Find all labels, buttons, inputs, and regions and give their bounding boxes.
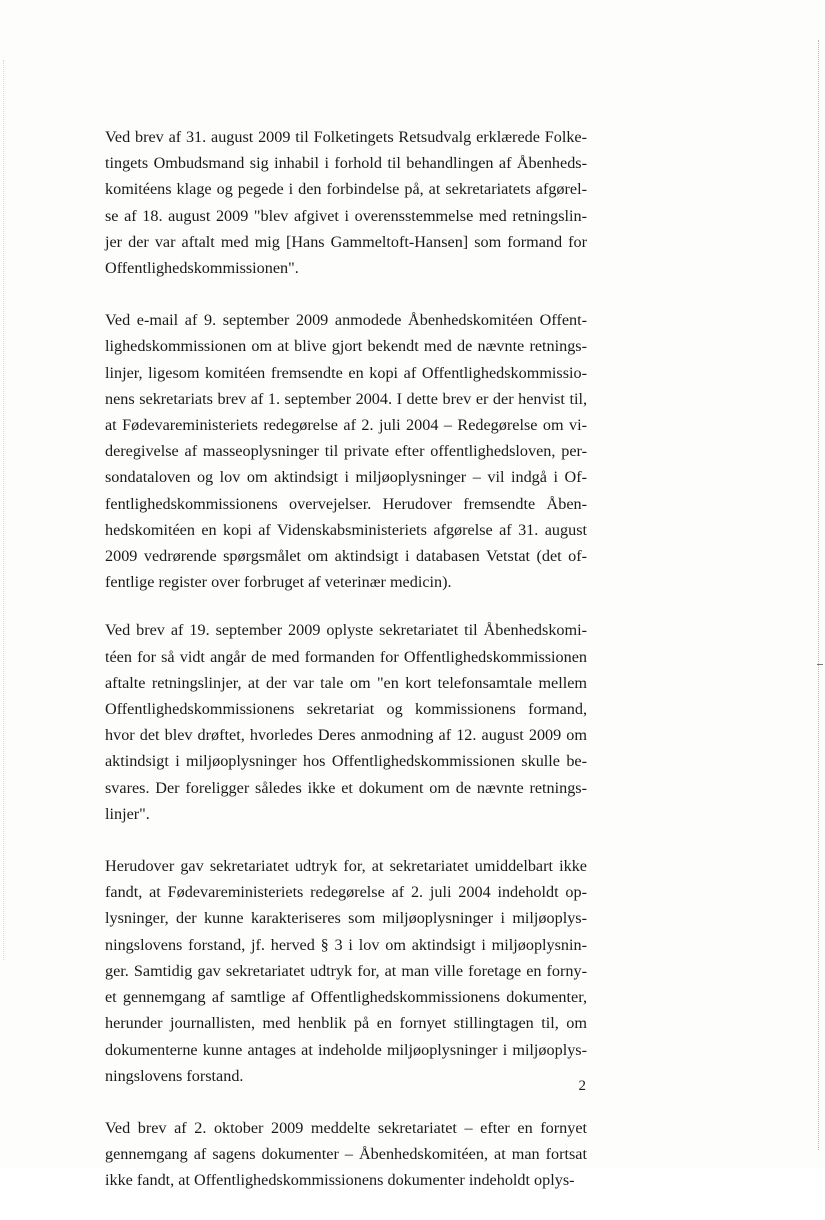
paragraph <box>105 124 587 281</box>
text-line: tingets Ombudsmand sig inhabil i forhold til behandlingen af Åbenheds- <box>105 154 587 173</box>
paragraph <box>105 617 587 827</box>
scan-edge-left <box>3 60 5 960</box>
text-line: hvor det blev drøftet, hvorledes Deres anmodning af 12. august 2009 om <box>105 726 587 745</box>
text-line: fandt, at Fødevareministeriets redegørelse af 2. juli 2004 indeholdt op- <box>105 883 587 902</box>
text-line: komitéens klage og pegede i den forbindelse på, at sekretariatets afgørel- <box>105 180 587 199</box>
paragraph <box>105 1115 587 1194</box>
text-line: linjer, ligesom komitéen fremsendte en kopi af Offentlighedskommissio- <box>105 363 587 382</box>
text-line: nens sekretariats brev af 1. september 2004. I dette brev er der henvist til, <box>105 389 587 408</box>
text-line: jer der var aftalt med mig [Hans Gammeltoft-Hansen] som formand for <box>105 232 587 251</box>
text-line: Ved brev af 19. september 2009 oplyste sekretariatet til Åbenhedskomi- <box>105 621 587 640</box>
text-line: dokumenterne kunne antages at indeholde miljøoplysninger i miljøoplys- <box>105 1040 587 1059</box>
scan-mark <box>817 664 823 665</box>
scan-edge-right <box>817 40 819 1150</box>
text-line: aftalte retningslinjer, at der var tale om "en kort telefonsamtale mellem <box>105 673 587 692</box>
text-line: gennemgang af sagens dokumenter – Åbenhedskomitéen, at man fortsat <box>105 1145 587 1164</box>
paragraph <box>105 307 587 595</box>
text-line: se af 18. august 2009 "blev afgivet i overensstemmelse med retningslin- <box>105 206 587 225</box>
text-line: lighedskommissionen om at blive gjort bekendt med de nævnte retnings- <box>105 337 587 356</box>
document-body <box>105 124 587 1220</box>
text-line: Herudover gav sekretariatet udtryk for, at sekretariatet umiddelbart ikke <box>105 857 587 876</box>
text-line: ger. Samtidig gav sekretariatet udtryk for, at man ville foretage en forny- <box>105 961 587 980</box>
text-line: linjer". <box>105 804 150 823</box>
text-line: svares. Der foreligger således ikke et dokument om de nævnte retnings- <box>105 778 587 797</box>
text-line: fentlige register over forbruget af veterinær medicin). <box>105 573 452 592</box>
text-line: lysninger, der kunne karakteriseres som miljøoplysninger i miljøoplys- <box>105 909 587 928</box>
text-line: Offentlighedskommissionens sekretariat og kommissionens formand, <box>105 700 587 719</box>
text-line: Ved brev af 2. oktober 2009 meddelte sekretariatet – efter en fornyet <box>105 1118 587 1137</box>
text-line: 2009 vedrørende spørgsmålet om aktindsigt i databasen Vetstat (det of- <box>105 547 587 566</box>
text-line: ningslovens forstand, jf. herved § 3 i lov om aktindsigt i miljøoplysnin- <box>105 935 587 954</box>
text-line: Ved brev af 31. august 2009 til Folketingets Retsudvalg erklærede Folke- <box>105 128 587 146</box>
text-line: at Fødevareministeriets redegørelse af 2. juli 2004 – Redegørelse om vi- <box>105 416 587 435</box>
paragraph <box>105 853 587 1089</box>
page-number: 2 <box>578 1078 586 1094</box>
text-line: ningslovens forstand. <box>105 1066 244 1085</box>
text-line: fentlighedskommissionens overvejelser. Herudover fremsendte Åben- <box>105 494 587 513</box>
text-line: deregivelse af masseoplysninger til private efter offentlighedsloven, per- <box>105 442 587 461</box>
text-line: et gennemgang af samtlige af Offentlighedskommissionens dokumenter, <box>105 988 587 1007</box>
text-line: herunder journallisten, med henblik på en fornyet stillingtagen til, om <box>105 1014 587 1033</box>
text-line: Ved e-mail af 9. september 2009 anmodede Åbenhedskomitéen Offent- <box>105 311 587 330</box>
text-line: ikke fandt, at Offentlighedskommissionens dokumenter indeholdt oplys- <box>105 1171 575 1190</box>
text-line: sondataloven og lov om aktindsigt i miljøoplysninger – vil indgå i Of- <box>105 468 587 487</box>
text-line: hedskomitéen en kopi af Videnskabsministeriets afgørelse af 31. august <box>105 520 587 539</box>
text-line: aktindsigt i miljøoplysninger hos Offentlighedskommissionen skulle be- <box>105 752 587 771</box>
text-line: Offentlighedskommissionen". <box>105 259 299 278</box>
text-line: téen for så vidt angår de med formanden for Offentlighedskommissionen <box>105 647 587 666</box>
